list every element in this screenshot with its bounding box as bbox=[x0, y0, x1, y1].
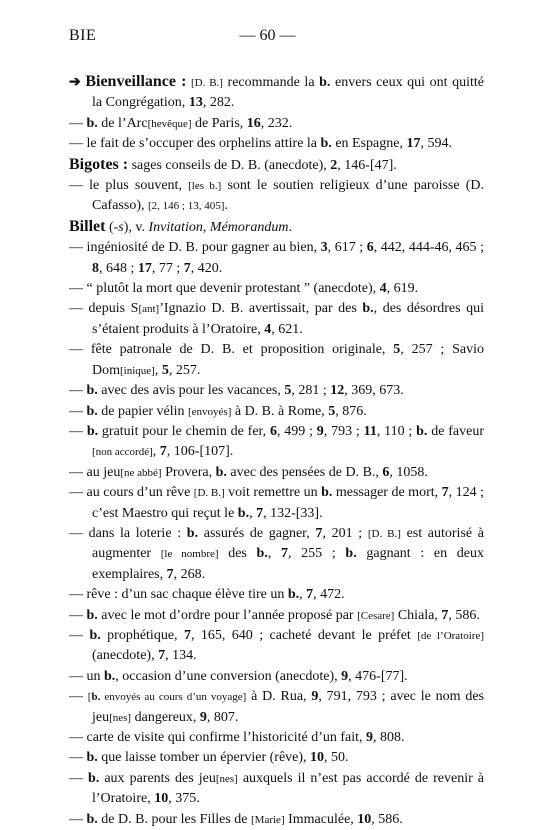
index-subentry: — b. avec le mot d’ordre pour l’année proposé par [Cesare] Chiala, 7, 586. bbox=[69, 607, 480, 623]
index-headword-entry: ➔ Bienveillance : [D. B.] recommande la b. envers ceux qui ont quitté la Congrégation, 13, 282. bbox=[69, 73, 484, 111]
index-subentry: — b. de l’Arc[hevêque] de Paris, 16, 232. bbox=[69, 115, 293, 131]
page-number: — 60 — bbox=[239, 27, 296, 44]
index-subentry: — le fait de s’occuper des orphelins attire la b. en Espagne, 17, 594. bbox=[69, 136, 452, 152]
index-subentry: — carte de visite qui confirme l’historicité d’un fait, 9, 808. bbox=[69, 730, 405, 745]
index-subentry: — depuis S[ant]’Ignazio D. B. avertissait, par des b., des désordres qui s’étaient produits à l’Oratoire, 4, 621. bbox=[69, 301, 485, 337]
index-headword-entry: Billet (-s), v. Invitation, Mémorandum. bbox=[69, 217, 292, 235]
index-subentry: — b. de D. B. pour les Filles de [Marie] Immaculée, 10, 586. bbox=[69, 811, 403, 827]
index-subentry: — au cours d’un rêve [D. B.] voit remettre un b. messager de mort, 7, 124 ; c’est Maestro qui reçut le b., 7, 132-[33]. bbox=[69, 485, 485, 521]
index-subentry: — b. prophétique, 7, 165, 640 ; cacheté devant le préfet [de l’Oratoire] (anecdote), 7, 134. bbox=[69, 627, 484, 664]
index-headword-entry: Bigotes : sages conseils de D. B. (anecdote), 2, 146-[47]. bbox=[69, 155, 397, 173]
index-subentry: — rêve : d’un sac chaque élève tire un b., 7, 472. bbox=[69, 587, 345, 603]
index-subentry: — au jeu[ne abbé] Provera, b. avec des pensées de D. B., 6, 1058. bbox=[69, 464, 428, 480]
index-subentry: — dans la loterie : b. assurés de gagner, 7, 201 ; [D. B.] est autorisé à augmenter [le nombre] des b., 7, 255 ; b. gagnant : en deux exemplaires, 7, 268. bbox=[69, 525, 484, 582]
index-subentry: — b. aux parents des jeu[nes] auxquels il n’est pas accordé de revenir à l’Oratoire, 10, 375. bbox=[69, 770, 484, 807]
index-subentry: — b. avec des avis pour les vacances, 5, 281 ; 12, 369, 673. bbox=[69, 383, 404, 399]
index-subentry: — un b., occasion d’une conversion (anecdote), 9, 476-[77]. bbox=[69, 668, 408, 684]
index-subentry: — fête patronale de D. B. et proposition originale, 5, 257 ; Savio Dom[inique], 5, 257. bbox=[69, 342, 484, 378]
index-entries bbox=[69, 72, 484, 830]
index-subentry: — ingéniosité de D. B. pour gagner au bien, 3, 617 ; 6, 442, 444-46, 465 ; 8, 648 ; 17, 77 ; 7, 420. bbox=[69, 240, 485, 276]
index-subentry: — [b. envoyés au cours d’un voyage] à D. Rua, 9, 791, 793 ; avec le nom des jeu[nes] dangereux, 9, 807. bbox=[69, 689, 484, 725]
index-subentry: — b. gratuit pour le chemin de fer, 6, 499 ; 9, 793 ; 11, 110 ; b. de faveur [non accordé], 7, 106-[107]. bbox=[69, 423, 485, 460]
index-subentry: — b. de papier vélin [envoyés] à D. B. à Rome, 5, 876. bbox=[69, 403, 367, 419]
index-subentry: — le plus souvent, [les b.] sont le soutien religieux d’une paroisse (D. Cafasso), [2, 146 ; 13, 405]. bbox=[69, 178, 485, 214]
index-subentry: — b. que laisse tomber un épervier (rêve), 10, 50. bbox=[69, 750, 349, 766]
index-subentry: — “ plutôt la mort que devenir protestant ” (anecdote), 4, 619. bbox=[69, 281, 419, 297]
running-header: BIE bbox=[69, 27, 97, 44]
